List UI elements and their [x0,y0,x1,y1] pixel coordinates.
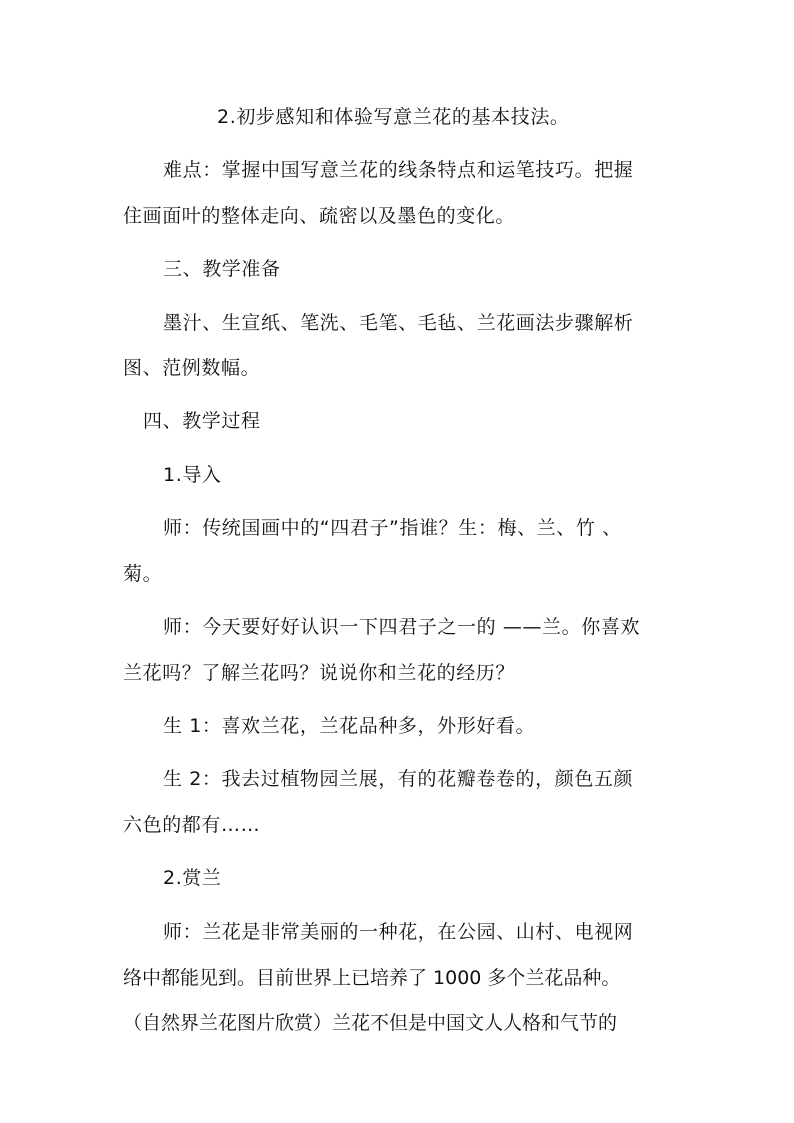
body-line-2: 难点：掌握中国写意兰花的线条特点和运笔技巧。把握 [163,159,634,181]
body-line-13: 师：兰花是非常美丽的一种花，在公园、山村、电视网 [163,921,634,943]
body-line-7: 菊。 [123,563,163,585]
subheading-appreciation: 2.赏兰 [163,867,222,889]
body-line-1: 2.初步感知和体验写意兰花的基本技法。 [217,106,570,128]
body-line-12: 六色的都有…… [123,814,261,836]
body-line-9: 兰花吗？了解兰花吗？说说你和兰花的经历？ [123,662,516,684]
body-line-14: 络中都能见到。目前世界上已培养了 1000 多个兰花品种。 [123,967,621,989]
section-heading-process: 四、教学过程 [143,410,261,432]
body-line-11: 生 2：我去过植物园兰展，有的花瓣卷卷的，颜色五颜 [163,768,634,790]
section-heading-preparation: 三、教学准备 [163,258,281,280]
body-line-15: （自然界兰花图片欣赏）兰花不但是中国文人人格和气节的 [123,1012,618,1034]
body-line-3: 住画面叶的整体走向、疏密以及墨色的变化。 [123,205,516,227]
subheading-introduction: 1.导入 [163,464,222,486]
body-line-6: 师：传统国画中的“四君子”指谁？生：梅、兰、竹 、 [163,517,622,539]
body-line-8: 师：今天要好好认识一下四君子之一的 ——兰。你喜欢 [163,616,641,638]
body-line-5: 图、范例数幅。 [123,357,261,379]
body-line-4: 墨汁、生宣纸、笔洗、毛笔、毛毡、兰花画法步骤解析 [163,312,634,334]
body-line-10: 生 1：喜欢兰花，兰花品种多，外形好看。 [163,715,536,737]
